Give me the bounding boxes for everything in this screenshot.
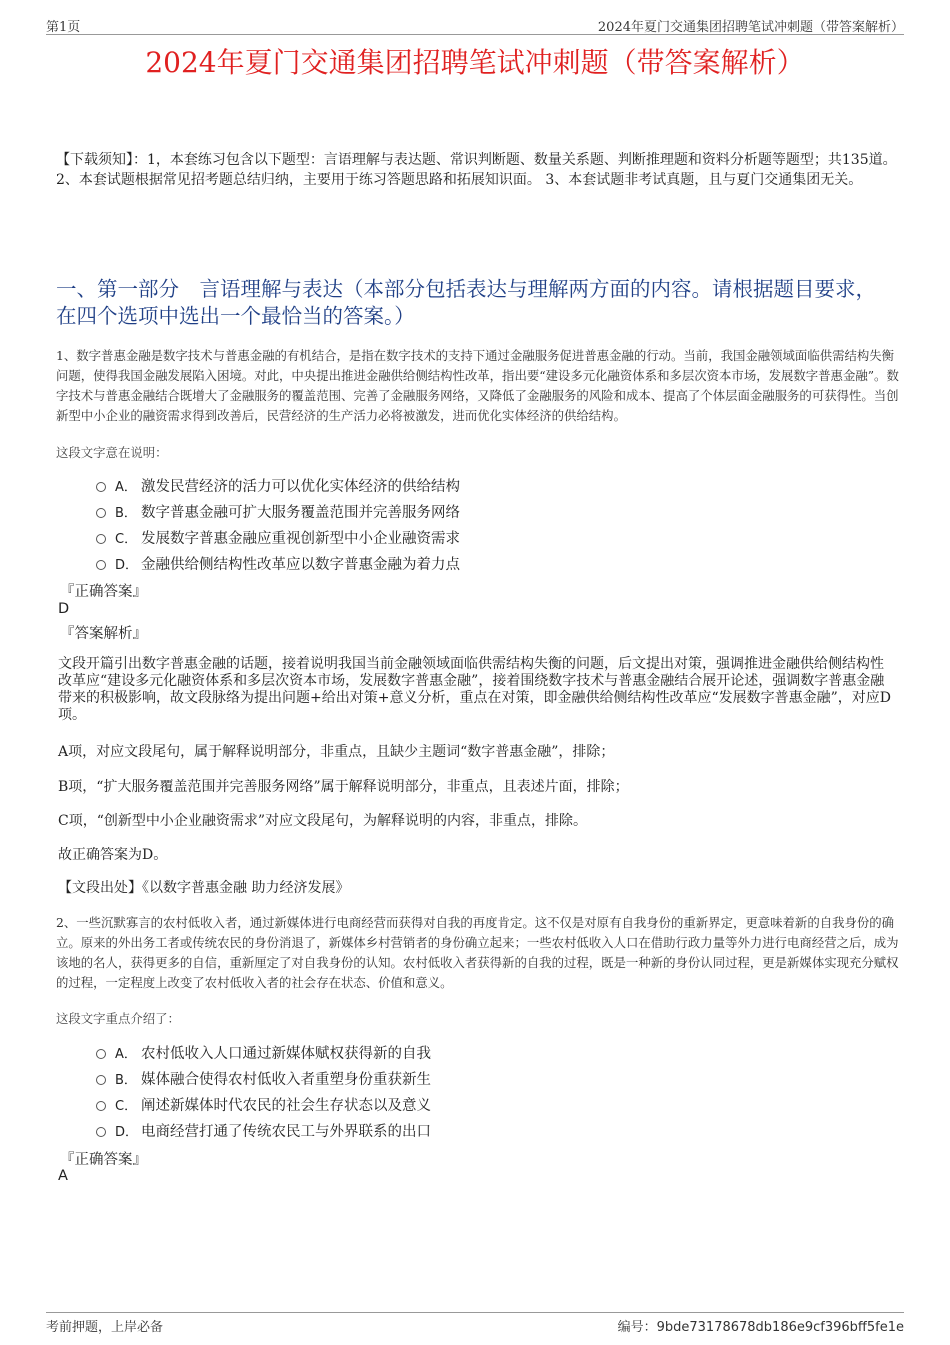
analysis-label: 『答案解析』 <box>60 626 147 642</box>
question-2-text: 2、一些沉默寡言的农村低收入者，通过新媒体进行电商经营而获得对自我的再度肯定。这不仅是对原有自我身份的重新界定，更意味着新的自我身份的确立。原来的外出务工者或传统农民的身份消退了，新媒体乡村营销者的身份确立起来；一些农村低收入人口在借助行政力量等外力进行电商经营之后，成为该地的名人，获得更多的自信，重新厘定了对自我身份的认知。农村低收入者获得新的自我的过程，既是一种新的身份认同过程，更是新媒体实现充分赋权的过程，一定程度上改变了农村低收入者的社会存在状态、价值和意义。 <box>56 915 899 990</box>
radio-icon[interactable] <box>96 482 106 492</box>
correct-answer-label: 『正确答案』 <box>60 584 147 600</box>
option-b[interactable] <box>96 1065 696 1091</box>
option-c[interactable] <box>96 524 696 550</box>
analysis-paragraph: B项，“扩大服务覆盖范围并完善服务网络”属于解释说明部分，非重点，且表述片面，排除； <box>58 779 629 795</box>
option-text: 激发民营经济的活力可以优化实体经济的供给结构 <box>141 478 460 495</box>
footer-slogan: 考前押题，上岸必备 <box>46 1320 164 1335</box>
radio-icon[interactable] <box>96 508 106 518</box>
radio-icon[interactable] <box>96 1127 106 1137</box>
radio-icon[interactable] <box>96 1049 106 1059</box>
option-letter: D． <box>115 557 139 573</box>
option-a[interactable] <box>96 472 696 498</box>
page-number: 第1页 <box>46 20 81 35</box>
option-letter: D． <box>115 1124 139 1140</box>
question-1-prompt: 这段文字意在说明： <box>56 445 168 460</box>
correct-answer: D <box>58 601 70 617</box>
option-d[interactable] <box>96 1117 696 1143</box>
question-2-options <box>96 1039 696 1143</box>
option-letter: B． <box>115 1072 137 1088</box>
option-text: 阐述新媒体时代农民的社会生存状态以及意义 <box>141 1097 431 1114</box>
option-text: 媒体融合使得农村低收入者重塑身份重获新生 <box>141 1071 431 1088</box>
option-text: 数字普惠金融可扩大服务覆盖范围并完善服务网络 <box>141 504 460 521</box>
correct-answer: A <box>58 1168 68 1184</box>
question-2-prompt: 这段文字重点介绍了： <box>56 1011 180 1026</box>
correct-answer-label: 『正确答案』 <box>60 1152 147 1168</box>
option-text: 金融供给侧结构性改革应以数字普惠金融为着力点 <box>141 556 460 573</box>
option-letter: C． <box>115 531 138 547</box>
text-source: 【文段出处】《以数字普惠金融 助力经济发展》 <box>58 880 350 896</box>
analysis-conclusion: 故正确答案为D。 <box>58 847 168 863</box>
code-value: 9bde73178678db186e9cf396bff5fe1e <box>656 1320 904 1335</box>
option-d[interactable] <box>96 550 696 576</box>
code-label: 编号： <box>617 1320 657 1335</box>
option-letter: C． <box>115 1098 138 1114</box>
radio-icon[interactable] <box>96 560 106 570</box>
option-text: 电商经营打通了传统农民工与外界联系的出口 <box>141 1123 431 1140</box>
radio-icon[interactable] <box>96 1101 106 1111</box>
option-letter: B． <box>115 505 137 521</box>
page-header <box>46 14 904 35</box>
header-doc-title: 2024年夏门交通集团招聘笔试冲刺题（带答案解析） <box>597 20 904 35</box>
download-notice: 【下载须知】：1，本套练习包含以下题型：言语理解与表达题、常识判断题、数量关系题、判断推理题和资料分析题等题型；共135道。 2、本套试题根据常见招考题总结归纳，主要用于练习答题思路和拓展知识面。 3、本套试题非考试真题，且与夏门交通集团无关。 <box>56 152 897 188</box>
analysis-paragraph: A项，对应文段尾句，属于解释说明部分，非重点，且缺少主题词“数字普惠金融”，排除； <box>58 744 615 760</box>
question-1-options <box>96 472 696 576</box>
analysis-paragraph: 文段开篇引出数字普惠金融的话题，接着说明我国当前金融领域面临供需结构失衡的问题，后文提出对策，强调推进金融供给侧结构性改革应“建设多元化融资体系和多层次资本市场，发展数字普惠金融”，接着围绕数字技术与普惠金融结合展开论述，强调数字普惠金融带来的积极影响，故文段脉络为提出问题+给出对策+意义分析，重点在对策，即金融供给侧结构性改革应“发展数字普惠金融”，对应D项。 <box>58 656 891 723</box>
radio-icon[interactable] <box>96 1075 106 1085</box>
option-text: 发展数字普惠金融应重视创新型中小企业融资需求 <box>141 530 460 547</box>
option-a[interactable] <box>96 1039 696 1065</box>
option-b[interactable] <box>96 498 696 524</box>
option-c[interactable] <box>96 1091 696 1117</box>
document-code <box>618 1316 904 1335</box>
document-title: 2024年夏门交通集团招聘笔试冲刺题（带答案解析） <box>145 46 805 79</box>
option-letter: A． <box>115 1046 137 1062</box>
option-text: 农村低收入人口通过新媒体赋权获得新的自我 <box>141 1045 431 1062</box>
question-1-text: 1、数字普惠金融是数字技术与普惠金融的有机结合，是指在数字技术的支持下通过金融服务促进普惠金融的行动。当前，我国金融领域面临供需结构失衡问题，使得我国金融发展陷入困境。对此，中央提出推进金融供给侧结构性改革，指出要“建设多元化融资体系和多层次资本市场，发展数字普惠金融”。数字技术与普惠金融结合既增大了金融服务的覆盖范围、完善了金融服务网络，又降低了金融服务的风险和成本、提高了个体层面金融服务的可获得性。当创新型中小企业的融资需求得到改善后，民营经济的生产活力必将被激发，进而优化实体经济的供给结构。 <box>56 348 899 423</box>
page-footer <box>46 1312 904 1335</box>
analysis-paragraph: C项，“创新型中小企业融资需求”对应文段尾句，为解释说明的内容，非重点，排除。 <box>58 813 588 829</box>
radio-icon[interactable] <box>96 534 106 544</box>
option-letter: A． <box>115 479 137 495</box>
section-heading: 一、第一部分 言语理解与表达（本部分包括表达与理解两方面的内容。请根据题目要求，在四个选项中选出一个最恰当的答案。） <box>56 277 876 328</box>
